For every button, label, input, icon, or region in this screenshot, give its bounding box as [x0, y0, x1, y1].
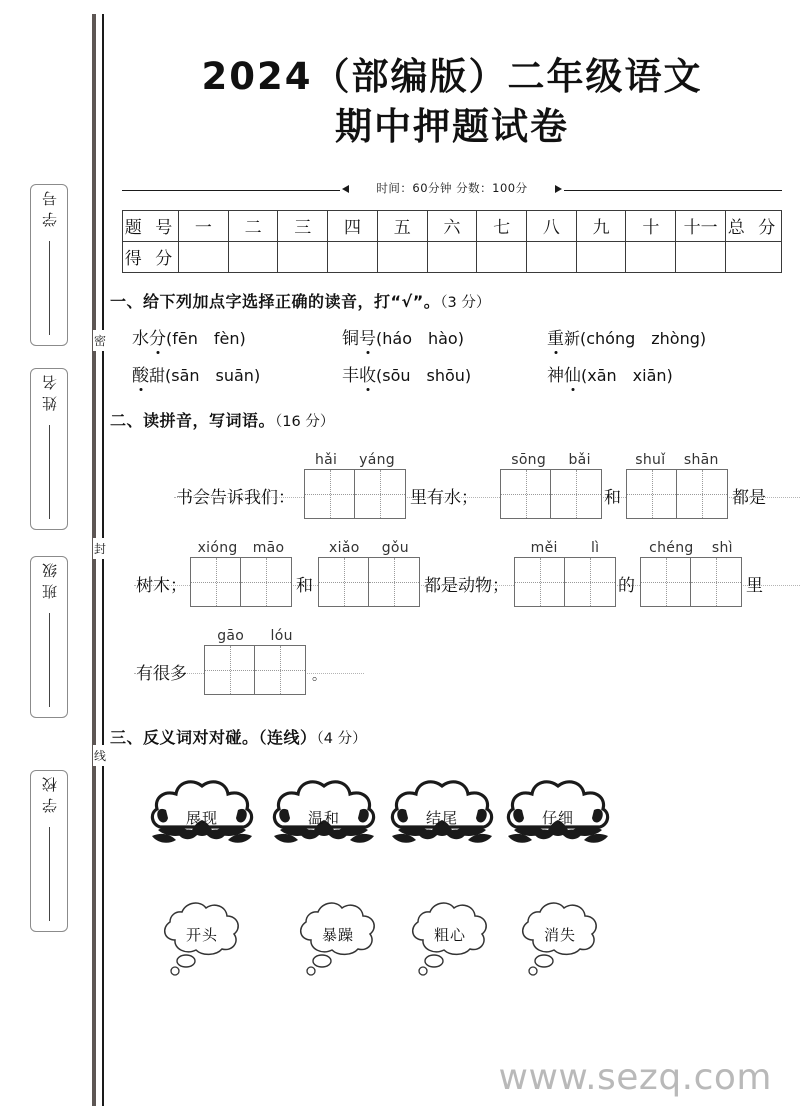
student-info-label-id: 学号 [40, 185, 59, 227]
pinyin-item-options: 新(chóng zhòng) [564, 328, 707, 348]
score-cell-9[interactable] [576, 241, 626, 272]
score-cell-5[interactable] [377, 241, 427, 272]
match-word-flower-3[interactable] [388, 780, 496, 852]
pinyin-hint [190, 540, 292, 556]
sentence-text: 里有水； [410, 487, 478, 508]
pinyin-hint [514, 540, 616, 556]
sentence-text: 书会告诉我们： [176, 487, 295, 508]
pinyin-item-marked-char: 重 [547, 328, 564, 349]
match-word-label: 展现 [185, 808, 218, 827]
seal-char-mi: 密 [93, 330, 107, 351]
sentence-text: 有很多 [136, 663, 187, 684]
pinyin-hint [640, 540, 742, 556]
tianzige-cell[interactable] [204, 645, 255, 695]
tianzige-group-xiaogou[interactable] [318, 539, 420, 607]
question-2-line-3 [104, 629, 800, 701]
sentence-text: 里 [746, 575, 763, 596]
pinyin-item-options: (fēn fèn) [166, 328, 246, 348]
pinyin-item-prefix: 水 [132, 328, 149, 349]
score-table-col-10: 十 [626, 210, 676, 241]
score-table-header-题号: 题 号 [123, 210, 179, 241]
pinyin-syllable: gǒu [381, 539, 409, 556]
pinyin-choice-item[interactable] [132, 361, 342, 386]
score-table-col-total: 总 分 [726, 210, 782, 241]
pinyin-syllable: lóu [270, 627, 293, 644]
match-word-cloud-1[interactable] [152, 898, 252, 978]
match-word-label: 消失 [543, 925, 576, 944]
student-info-writeline [49, 827, 50, 921]
exam-title [104, 0, 800, 152]
match-word-label: 温和 [307, 808, 340, 827]
tianzige-boxes[interactable] [190, 557, 292, 607]
score-table-header-得分: 得 分 [123, 241, 179, 272]
pinyin-syllable: měi [530, 539, 558, 556]
pinyin-choice-item[interactable] [342, 324, 547, 349]
student-info-box-class[interactable] [30, 556, 68, 718]
tianzige-group-gaolou[interactable] [204, 627, 306, 695]
matching-exercise-area [104, 758, 800, 988]
tianzige-boxes[interactable] [626, 469, 728, 519]
tianzige-cell[interactable] [565, 557, 616, 607]
match-word-label: 结尾 [425, 808, 458, 827]
score-table-col-4: 四 [328, 210, 378, 241]
tianzige-cell[interactable] [514, 557, 565, 607]
student-info-box-school[interactable] [30, 770, 68, 932]
score-cell-10[interactable] [626, 241, 676, 272]
score-cell-1[interactable] [179, 241, 229, 272]
seal-char-feng: 封 [93, 538, 107, 559]
score-cell-total[interactable] [726, 241, 782, 272]
time-score-banner [122, 180, 782, 200]
pinyin-syllable: gāo [217, 627, 245, 644]
match-word-flower-2[interactable] [270, 780, 378, 852]
pinyin-hint [318, 540, 420, 556]
question-1-text: 给下列加点字选择正确的读音，打“√”。 [143, 291, 441, 311]
tianzige-group-meili[interactable] [514, 539, 616, 607]
score-cell-11[interactable] [676, 241, 726, 272]
score-cell-6[interactable] [427, 241, 477, 272]
banner-text: 时间：60分钟 分数：100分 [376, 180, 528, 195]
question-3-points: （4 分） [316, 730, 367, 747]
tianzige-cell[interactable] [500, 469, 551, 519]
tianzige-cell[interactable] [691, 557, 742, 607]
question-1-number: 一、 [110, 291, 144, 311]
title-line-1: 2024（部编版）二年级语文 [201, 55, 703, 98]
tianzige-group-chengshi[interactable] [640, 539, 742, 607]
pinyin-syllable: shì [711, 539, 733, 556]
tianzige-group-shuishan[interactable] [626, 451, 728, 519]
tianzige-cell[interactable] [304, 469, 355, 519]
tianzige-group-xiongmao[interactable] [190, 539, 292, 607]
tianzige-cell[interactable] [255, 645, 306, 695]
pinyin-item-options: (xān xiān) [581, 365, 673, 385]
question-2-line-1 [104, 453, 800, 525]
question-2-text: 读拼音，写词语。 [143, 410, 276, 430]
student-info-box-id[interactable] [30, 184, 68, 346]
pinyin-hint [204, 628, 306, 644]
student-info-writeline [49, 613, 50, 707]
score-table-col-6: 六 [427, 210, 477, 241]
question-2-heading [110, 408, 800, 431]
pinyin-syllable: bǎi [568, 451, 591, 468]
banner-rule-right [564, 190, 782, 191]
pinyin-syllable: māo [252, 539, 285, 556]
pinyin-syllable: shuǐ [635, 451, 666, 468]
pinyin-item-options: (háo hào) [376, 328, 464, 348]
pinyin-item-options: (sōu shōu) [376, 365, 472, 385]
student-info-label-name: 姓名 [40, 369, 59, 411]
question-3-text: 反义词对对碰。（连线） [143, 727, 317, 747]
tianzige-boxes[interactable] [640, 557, 742, 607]
question-2-number: 二、 [110, 410, 144, 430]
score-cell-3[interactable] [278, 241, 328, 272]
pinyin-item-prefix: 神 [547, 365, 564, 386]
pinyin-choice-item[interactable] [547, 361, 673, 386]
pinyin-syllable: sōng [511, 451, 547, 468]
pinyin-hint [304, 452, 406, 468]
score-cell-2[interactable] [228, 241, 278, 272]
question-2-line-2 [104, 541, 800, 613]
question-1-points: （3 分） [440, 294, 491, 311]
pinyin-item-options: 甜(sān suān) [149, 365, 261, 385]
student-info-label-school: 学校 [40, 771, 59, 813]
pinyin-hint [500, 452, 602, 468]
score-table-col-1: 一 [179, 210, 229, 241]
student-info-label-class: 班级 [40, 557, 59, 599]
sentence-text: 和 [604, 487, 621, 508]
score-table [122, 210, 782, 273]
pinyin-hint [626, 452, 728, 468]
tianzige-boxes[interactable] [514, 557, 616, 607]
student-info-writeline [49, 241, 50, 335]
question-1-row-2 [104, 361, 800, 386]
match-word-label: 开头 [185, 925, 218, 944]
tianzige-boxes[interactable] [204, 645, 306, 695]
match-word-cloud-2[interactable] [288, 898, 388, 978]
sentence-text: 都是动物； [424, 575, 509, 596]
score-table-col-8: 八 [527, 210, 577, 241]
pinyin-syllable: shān [683, 451, 719, 468]
student-info-writeline [49, 425, 50, 519]
tianzige-boxes[interactable] [318, 557, 420, 607]
tianzige-boxes[interactable] [500, 469, 602, 519]
sentence-text: 。 [312, 667, 326, 684]
pinyin-item-prefix: 丰 [342, 365, 359, 386]
pinyin-syllable: chéng [649, 539, 694, 556]
tianzige-cell[interactable] [318, 557, 369, 607]
question-1-row-1 [104, 324, 800, 349]
tianzige-cell[interactable] [241, 557, 292, 607]
pinyin-syllable: xiǎo [329, 539, 360, 556]
question-3-heading [110, 725, 800, 748]
pinyin-item-prefix: 铜 [342, 328, 359, 349]
score-table-col-11: 十一 [676, 210, 726, 241]
exam-page [104, 0, 800, 1120]
question-1-heading [110, 289, 800, 312]
tianzige-boxes[interactable] [304, 469, 406, 519]
question-2-points: （16 分） [275, 413, 335, 430]
match-word-label: 暴躁 [321, 925, 354, 944]
pinyin-item-marked-char: 仙 [564, 365, 581, 386]
title-line-2: 期中押题试卷 [335, 104, 569, 148]
question-3-number: 三、 [110, 727, 144, 747]
match-word-flower-4[interactable] [504, 780, 612, 852]
match-word-cloud-3[interactable] [400, 898, 500, 978]
sentence-text: 树木； [136, 575, 187, 596]
score-table-col-5: 五 [377, 210, 427, 241]
student-info-sidebar [0, 0, 106, 1120]
pinyin-item-marked-char: 收 [359, 365, 376, 386]
match-word-cloud-4[interactable] [510, 898, 610, 978]
tianzige-cell[interactable] [626, 469, 677, 519]
match-word-flower-1[interactable] [148, 780, 256, 852]
score-cell-4[interactable] [328, 241, 378, 272]
tianzige-cell[interactable] [369, 557, 420, 607]
pinyin-item-marked-char: 号 [359, 328, 376, 349]
score-table-col-3: 三 [278, 210, 328, 241]
site-watermark: www.sezq.com [498, 1057, 772, 1098]
score-table-col-9: 九 [576, 210, 626, 241]
sentence-text: 的 [618, 575, 635, 596]
score-table-col-2: 二 [228, 210, 278, 241]
pinyin-choice-item[interactable] [342, 361, 547, 386]
tianzige-cell[interactable] [355, 469, 406, 519]
tianzige-group-haiyang[interactable] [304, 451, 406, 519]
tianzige-group-songbai[interactable] [500, 451, 602, 519]
score-cell-8[interactable] [527, 241, 577, 272]
tianzige-cell[interactable] [677, 469, 728, 519]
score-cell-7[interactable] [477, 241, 527, 272]
sentence-text: 都是 [732, 487, 766, 508]
sentence-text: 和 [296, 575, 313, 596]
match-word-label: 粗心 [433, 925, 466, 944]
pinyin-syllable: xióng [197, 539, 238, 556]
pinyin-choice-item[interactable] [132, 324, 342, 349]
table-row-scores [123, 241, 782, 272]
seal-char-xian: 线 [93, 745, 107, 766]
seal-rule-thick [92, 14, 96, 1106]
tianzige-cell[interactable] [551, 469, 602, 519]
match-word-label: 仔细 [541, 808, 574, 827]
pinyin-syllable: hǎi [314, 451, 338, 468]
pinyin-choice-item[interactable] [547, 324, 706, 349]
table-row-question-numbers [123, 210, 782, 241]
score-table-col-7: 七 [477, 210, 527, 241]
tianzige-cell[interactable] [640, 557, 691, 607]
student-info-box-name[interactable] [30, 368, 68, 530]
pinyin-syllable: yáng [359, 451, 395, 468]
banner-arrow-right-icon [555, 185, 562, 193]
pinyin-item-marked-char: 分 [149, 328, 166, 349]
tianzige-cell[interactable] [190, 557, 241, 607]
pinyin-item-marked-char: 酸 [132, 365, 149, 386]
pinyin-syllable: lì [590, 539, 600, 556]
